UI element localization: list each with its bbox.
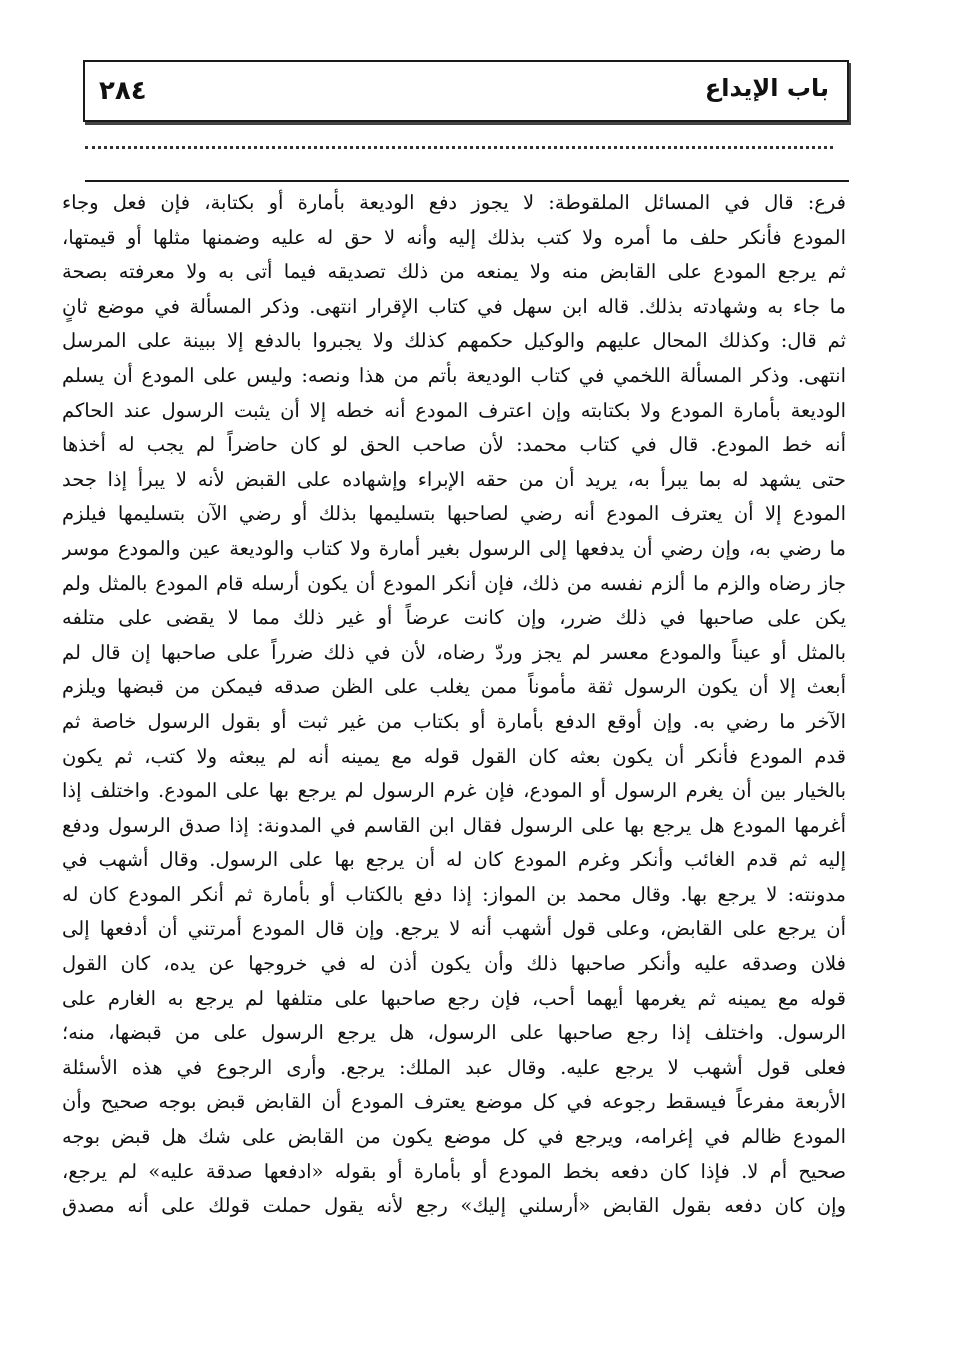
dotted-divider bbox=[85, 146, 833, 149]
text-line: أبعث إلا أن يكون الرسول ثقة مأموناً ممن يغلب على الظن صدقه فيمكن من قبضها ويلزم bbox=[62, 675, 846, 699]
text-line: الآخر ما رضي به. وإن أوقع الدفع بأمارة أو بكتاب من غير ثبت أو بقول الرسول خاصة ثم bbox=[62, 709, 846, 733]
text-line: فلان وصدقه عليه وأنكر صاحبها ذلك وأن يكون أذن له في خروجها عن يده، كان القول bbox=[62, 952, 846, 976]
text-line: فعلى قول أشهب لا يرجع عليه. وقال عبد الملك: يرجع. وأرى الرجوع في هذه الأسئلة bbox=[62, 1055, 846, 1079]
text-line: جاز رضاه والزم ما ألزم نفسه من ذلك، فإن أنكر المودع أن يكون أرسله قام المودع بالمثل ولم bbox=[62, 571, 846, 595]
text-line bbox=[62, 1224, 846, 1259]
text-line: المودع ظالم في إغرامه، ويرجع في كل موضع يكون من القابض على شك هل قبض بوجه bbox=[62, 1125, 846, 1149]
page-number: ٢٨٤ bbox=[99, 76, 147, 106]
text-line: إليه ثم قدم الغائب وأنكر وغرم المودع كان له أن يرجع بها على الرسول. وقال أشهب في bbox=[62, 848, 846, 872]
text-line: الوديعة بأمارة المودع ولا بكتابته وإن اعترف المودع أنه خطه إلا أن يثبت الرسول عند الحاكم bbox=[62, 398, 846, 422]
chapter-title: باب الإيداع bbox=[704, 74, 829, 102]
text-line: بالمثل أو عيناً والمودع معسر لم يجز وردّ رضاه، لأن في ذلك ضرراً على صاحبها إن قال لم bbox=[62, 640, 846, 664]
text-line: أنه خط المودع. قال في كتاب محمد: لأن صاحب الحق لو كان حاضراً لم يجب له أخذها bbox=[62, 433, 846, 457]
text-line: الرسول. واختلف إذا رجع صاحبها على الرسول، هل يرجع الرسول على من قبضها، منه؛ bbox=[62, 1021, 846, 1045]
solid-divider bbox=[85, 180, 849, 182]
text-line: المودع فأنكر حلف ما أمره ولا كتب بذلك إليه وأنه لا حق له عليه وضمنها مثلها أو قيمتها، bbox=[62, 225, 846, 249]
text-line: انتهى. وذكر المسألة اللخمي في كتاب الوديعة بأتم من هذا ونصه: وليس على المودع أن يسلم bbox=[62, 363, 846, 387]
text-line: أغرمها المودع هل يرجع بها على الرسول فقال ابن القاسم في المدونة: إذا صدق الرسول ودفع bbox=[62, 813, 846, 837]
page-header bbox=[83, 60, 849, 122]
body-text bbox=[62, 186, 846, 1258]
text-line: ما رضي به، وإن رضي أن يدفعها إلى الرسول بغير أمارة ولا كتاب والوديعة عين والمودع موسر bbox=[62, 536, 846, 560]
text-line: يكن على صاحبها في ذلك ضرر، وإن كانت عرضاً أو غير ذلك مما لا يقضى على متلفه bbox=[62, 606, 846, 630]
text-line: حتى يشهد له بما يبرأ به، يريد أن من حقه الإبراء وإشهاده على القبض لأنه لا يبرأ إذا جحد bbox=[62, 467, 846, 491]
text-line: المودع إلا أن يعترف المودع أنه رضي لصاحبها بتسليمها بذلك أو رضي الآن بتسليمها فيلزم bbox=[62, 502, 846, 526]
text-line: فرع: قال في المسائل الملقوطة: لا يجوز دفع الوديعة بأمارة أو بكتابة، فإن فعل وجاء bbox=[62, 191, 846, 214]
text-line: صحيح أم لا. فإذا كان دفعه بخط المودع أو بأمارة أو بقوله «ادفعها صدقة عليه» لم يرجع، bbox=[62, 1159, 846, 1183]
text-line: ثم قال: وكذلك المحال عليهم والوكيل حكمهم كذلك ولا يجبروا بالدفع إلا ببينة على المرسل bbox=[62, 329, 846, 353]
text-line: قوله مع يمينه ثم يغرمها أيهما أحب، فإن رجع صاحبها على متلفها لم يرجع به الغارم على bbox=[62, 986, 846, 1010]
text-line: ثم يرجع المودع على القابض منه ولا يمنعه من ذلك تصديقه فيما أتى به ولا معرفته بصحة bbox=[62, 260, 846, 284]
text-line: بالخيار بين أن يغرم الرسول أو المودع، فإن غرم الرسول لم يرجع بها على المودع. واختلف إذا bbox=[62, 779, 846, 803]
text-line: أن يرجع على القابض، وعلى قول أشهب أنه لا يرجع. وإن قال المودع أمرتني أن أدفعها إلى bbox=[62, 917, 846, 941]
text-line: وإن كان دفعه بقول القابض «أرسلني إليك» رجع لأنه يقول حملت قولك على أنه مصدق bbox=[62, 1194, 846, 1218]
text-line: مدونته: لا يرجع بها. وقال محمد بن المواز: إذا دفع بالكتاب أو بأمارة ثم أنكر المودع كان له bbox=[62, 882, 846, 906]
text-line: قدم المودع فأنكر أن يكون بعثه كان القول قوله مع يمينه أنه لم يبعثه ولا كتب، ثم يكون bbox=[62, 744, 846, 768]
text-line: الأربعة مفرعاً فيسقط رجوعه في كل موضع يعترف المودع أن القابض قبض بوجه صحيح وأن bbox=[62, 1090, 846, 1114]
text-line: ما جاء به وشهادته بذلك. قاله ابن سهل في كتاب الإقرار انتهى. وذكر المسألة في موضع ثانٍ bbox=[62, 294, 846, 318]
